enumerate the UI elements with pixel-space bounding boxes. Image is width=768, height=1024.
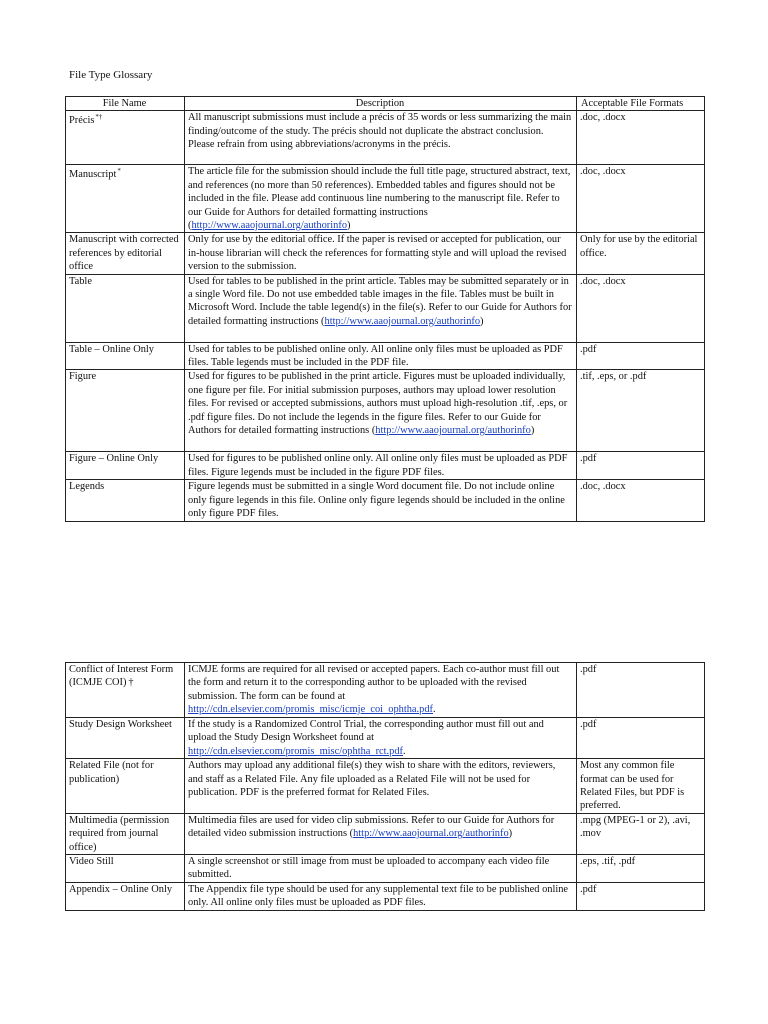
- acceptable-formats: .eps, .tif, .pdf: [580, 856, 636, 868]
- guide-link[interactable]: http://cdn.elsevier.com/promis_misc/ophtha_rct.pdf: [188, 745, 403, 757]
- description-text: .: [403, 745, 406, 757]
- file-name: Study Design Worksheet: [69, 719, 172, 730]
- description-text: A single screenshot or still image from must be uploaded to accompany each video file submitted.: [188, 856, 550, 881]
- page-title: File Type Glossary: [69, 69, 153, 81]
- formats-cell: [577, 663, 705, 718]
- description-text: The article file for the submission should include the full title page, structured abstract, text, and references (no more than 50 references). Embedded tables and figures should not be included in the file. Please add continuous line numbering to the manuscript file. Refer to our Guide for Authors for detailed formatting instructions (: [188, 166, 571, 232]
- description-text: .: [433, 704, 436, 716]
- file-name-cell: [66, 274, 185, 342]
- description-cell: [185, 480, 577, 521]
- description-text: Authors may upload any additional file(s) they wish to share with the editors, reviewers, and staff as a Related File. Any file uploaded as a Related File will not be used for publication. PDF is the preferred format for Related Files.: [188, 760, 556, 799]
- formats-cell: [577, 452, 705, 480]
- table-header-row: [66, 97, 705, 111]
- description-text: Used for tables to be published in the print article. Tables may be submitted separately or in a single Word file. Do not use embedded table images in the file. Tables must be built in Microsoft Word. Include the table legend(s) in the file(s). Refer to our Guide for Authors for detailed formatting instructions (: [188, 275, 572, 327]
- file-name-cell: [66, 233, 185, 274]
- description-cell: [185, 663, 577, 718]
- acceptable-formats: .doc, .docx: [580, 481, 626, 493]
- table-row: [66, 813, 705, 854]
- description-cell: [185, 111, 577, 165]
- description-text: ICMJE forms are required for all revised or accepted papers. Each co-author must fill out the form and return it to the corresponding author to be uploaded with the revised submission. The form can be found at: [188, 664, 560, 702]
- table-row: [66, 342, 705, 370]
- acceptable-formats: .tif, .eps, or .pdf: [580, 371, 647, 383]
- formats-cell: [577, 759, 705, 814]
- acceptable-formats: .doc, .docx: [580, 112, 626, 124]
- table-row: [66, 111, 705, 165]
- description-cell: [185, 342, 577, 370]
- acceptable-formats: .pdf: [580, 343, 597, 355]
- file-name: Table: [69, 275, 92, 287]
- description-text: All manuscript submissions must include a précis of 35 words or less summarizing the main finding/outcome of the study. The précis should not duplicate the abstract conclusion. Please refrain from using abbreviations/acronyms in the précis.: [188, 112, 572, 151]
- description-text: Figure legends must be submitted in a single Word document file. Do not include online only figure legends in this file. Online only figure legends should be included in the online only figure PDF files.: [188, 481, 565, 520]
- file-name: Appendix – Online Only: [69, 884, 173, 896]
- formats-cell: [577, 274, 705, 342]
- file-name-cell: [66, 855, 185, 883]
- file-name: Conflict of Interest Form (ICMJE COI): [69, 664, 174, 689]
- table-row: [66, 452, 705, 480]
- description-text: Multimedia files are used for video clip submissions. Refer to our Guide for Authors for detailed video submission instructions (: [188, 814, 555, 840]
- table-row: [66, 855, 705, 883]
- file-name-cell: [66, 883, 185, 911]
- description-cell: [185, 813, 577, 854]
- file-type-table-1: [65, 96, 705, 522]
- acceptable-formats: Only for use by the editorial office.: [580, 234, 698, 259]
- description-cell: [185, 718, 577, 759]
- formats-cell: [577, 165, 705, 233]
- description-cell: [185, 165, 577, 233]
- acceptable-formats: .pdf: [580, 719, 597, 730]
- guide-link[interactable]: http://www.aaojournal.org/authorinfo: [324, 315, 481, 327]
- formats-cell: [577, 370, 705, 452]
- description-text: Used for figures to be published in the print article. Figures must be uploaded individually, one figure per file. For initial submission purposes, authors may upload lower resolution files. For revised or accepted submissions, authors must upload high-resolution .tif, .eps, or .pdf figure files. Do not include the legends in the figure files. Refer to our Guide for Authors for detailed formatting instructions (: [188, 371, 568, 437]
- file-name-cell: [66, 480, 185, 521]
- acceptable-formats: Most any common file format can be used for Related Files, but PDF is preferred.: [580, 760, 685, 812]
- description-cell: [185, 274, 577, 342]
- file-name: Précis: [69, 115, 95, 127]
- formats-cell: [577, 342, 705, 370]
- table-row: [66, 718, 705, 759]
- table-row: [66, 663, 705, 718]
- description-cell: [185, 370, 577, 452]
- file-name: Video Still: [69, 856, 114, 868]
- file-name: Figure: [69, 371, 97, 383]
- file-name-cell: [66, 165, 185, 233]
- acceptable-formats: .doc, .docx: [580, 166, 626, 178]
- table-1-body: [66, 111, 705, 521]
- description-cell: [185, 233, 577, 274]
- file-name-cell: [66, 342, 185, 370]
- acceptable-formats: .doc, .docx: [580, 275, 626, 287]
- file-name-cell: [66, 759, 185, 814]
- file-name-cell: [66, 718, 185, 759]
- file-name: Related File (not for publication): [69, 760, 154, 785]
- footnote-mark: *: [117, 167, 121, 176]
- file-name: Multimedia (permission required from journal office): [69, 814, 170, 853]
- file-name-cell: [66, 111, 185, 165]
- header-description: Description: [185, 97, 577, 111]
- acceptable-formats: .pdf: [580, 664, 597, 675]
- formats-cell: [577, 883, 705, 911]
- file-name-cell: [66, 663, 185, 718]
- guide-link[interactable]: http://cdn.elsevier.com/promis_misc/icmje_coi_ophtha.pdf: [188, 704, 433, 716]
- file-name: Figure – Online Only: [69, 453, 159, 465]
- table-row: [66, 759, 705, 814]
- description-text: ): [480, 315, 484, 327]
- guide-link[interactable]: http://www.aaojournal.org/authorinfo: [375, 425, 531, 437]
- file-name-cell: [66, 813, 185, 854]
- table-row: [66, 233, 705, 274]
- formats-cell: [577, 233, 705, 274]
- file-name: Table – Online Only: [69, 343, 154, 355]
- description-text: If the study is a Randomized Control Trial, the corresponding author must fill out and upload the Study Design Worksheet found at: [188, 719, 544, 744]
- description-text: ): [347, 220, 351, 232]
- description-cell: [185, 883, 577, 911]
- description-text: Used for figures to be published online only. All online only files must be uploaded as PDF files. Figure legends must be included in the figure PDF files.: [188, 453, 568, 478]
- file-name: Manuscript: [69, 169, 117, 181]
- header-acceptable-formats: Acceptable File Formats: [577, 97, 705, 111]
- guide-link[interactable]: http://www.aaojournal.org/authorinfo: [191, 220, 348, 232]
- description-text: ): [508, 828, 513, 840]
- formats-cell: [577, 813, 705, 854]
- table-row: [66, 370, 705, 452]
- file-name: Manuscript with corrected references by editorial office: [69, 234, 179, 273]
- acceptable-formats: .pdf: [580, 884, 597, 896]
- footnote-mark: *†: [95, 113, 103, 122]
- footnote-mark: †: [128, 677, 134, 689]
- header-file-name: File Name: [66, 97, 185, 111]
- formats-cell: [577, 855, 705, 883]
- table-row: [66, 480, 705, 521]
- file-name-cell: [66, 370, 185, 452]
- acceptable-formats: .pdf: [580, 453, 597, 465]
- description-text: Only for use by the editorial office. If the paper is revised or accepted for publication, our in-house librarian will check the references for formatting style and will upload the revised version to the submission.: [188, 234, 567, 273]
- table-row: [66, 883, 705, 911]
- file-name-cell: [66, 452, 185, 480]
- formats-cell: [577, 480, 705, 521]
- description-text: Used for tables to be published online only. All online only files must be uploaded as PDF files. Table legends must be included in the PDF file.: [188, 343, 563, 369]
- table-2-body: [66, 663, 705, 911]
- table-row: [66, 274, 705, 342]
- acceptable-formats: .mpg (MPEG-1 or 2), .avi, .mov: [580, 814, 691, 840]
- table-row: [66, 165, 705, 233]
- formats-cell: [577, 718, 705, 759]
- formats-cell: [577, 111, 705, 165]
- description-cell: [185, 759, 577, 814]
- description-cell: [185, 855, 577, 883]
- file-name: Legends: [69, 481, 105, 493]
- guide-link[interactable]: http://www.aaojournal.org/authorinfo: [353, 828, 509, 840]
- description-cell: [185, 452, 577, 480]
- description-text: ): [530, 425, 535, 437]
- description-text: The Appendix file type should be used for any supplemental text file to be published online only. All online only files must be uploaded as PDF files.: [188, 884, 569, 909]
- file-type-table-2: [65, 662, 705, 911]
